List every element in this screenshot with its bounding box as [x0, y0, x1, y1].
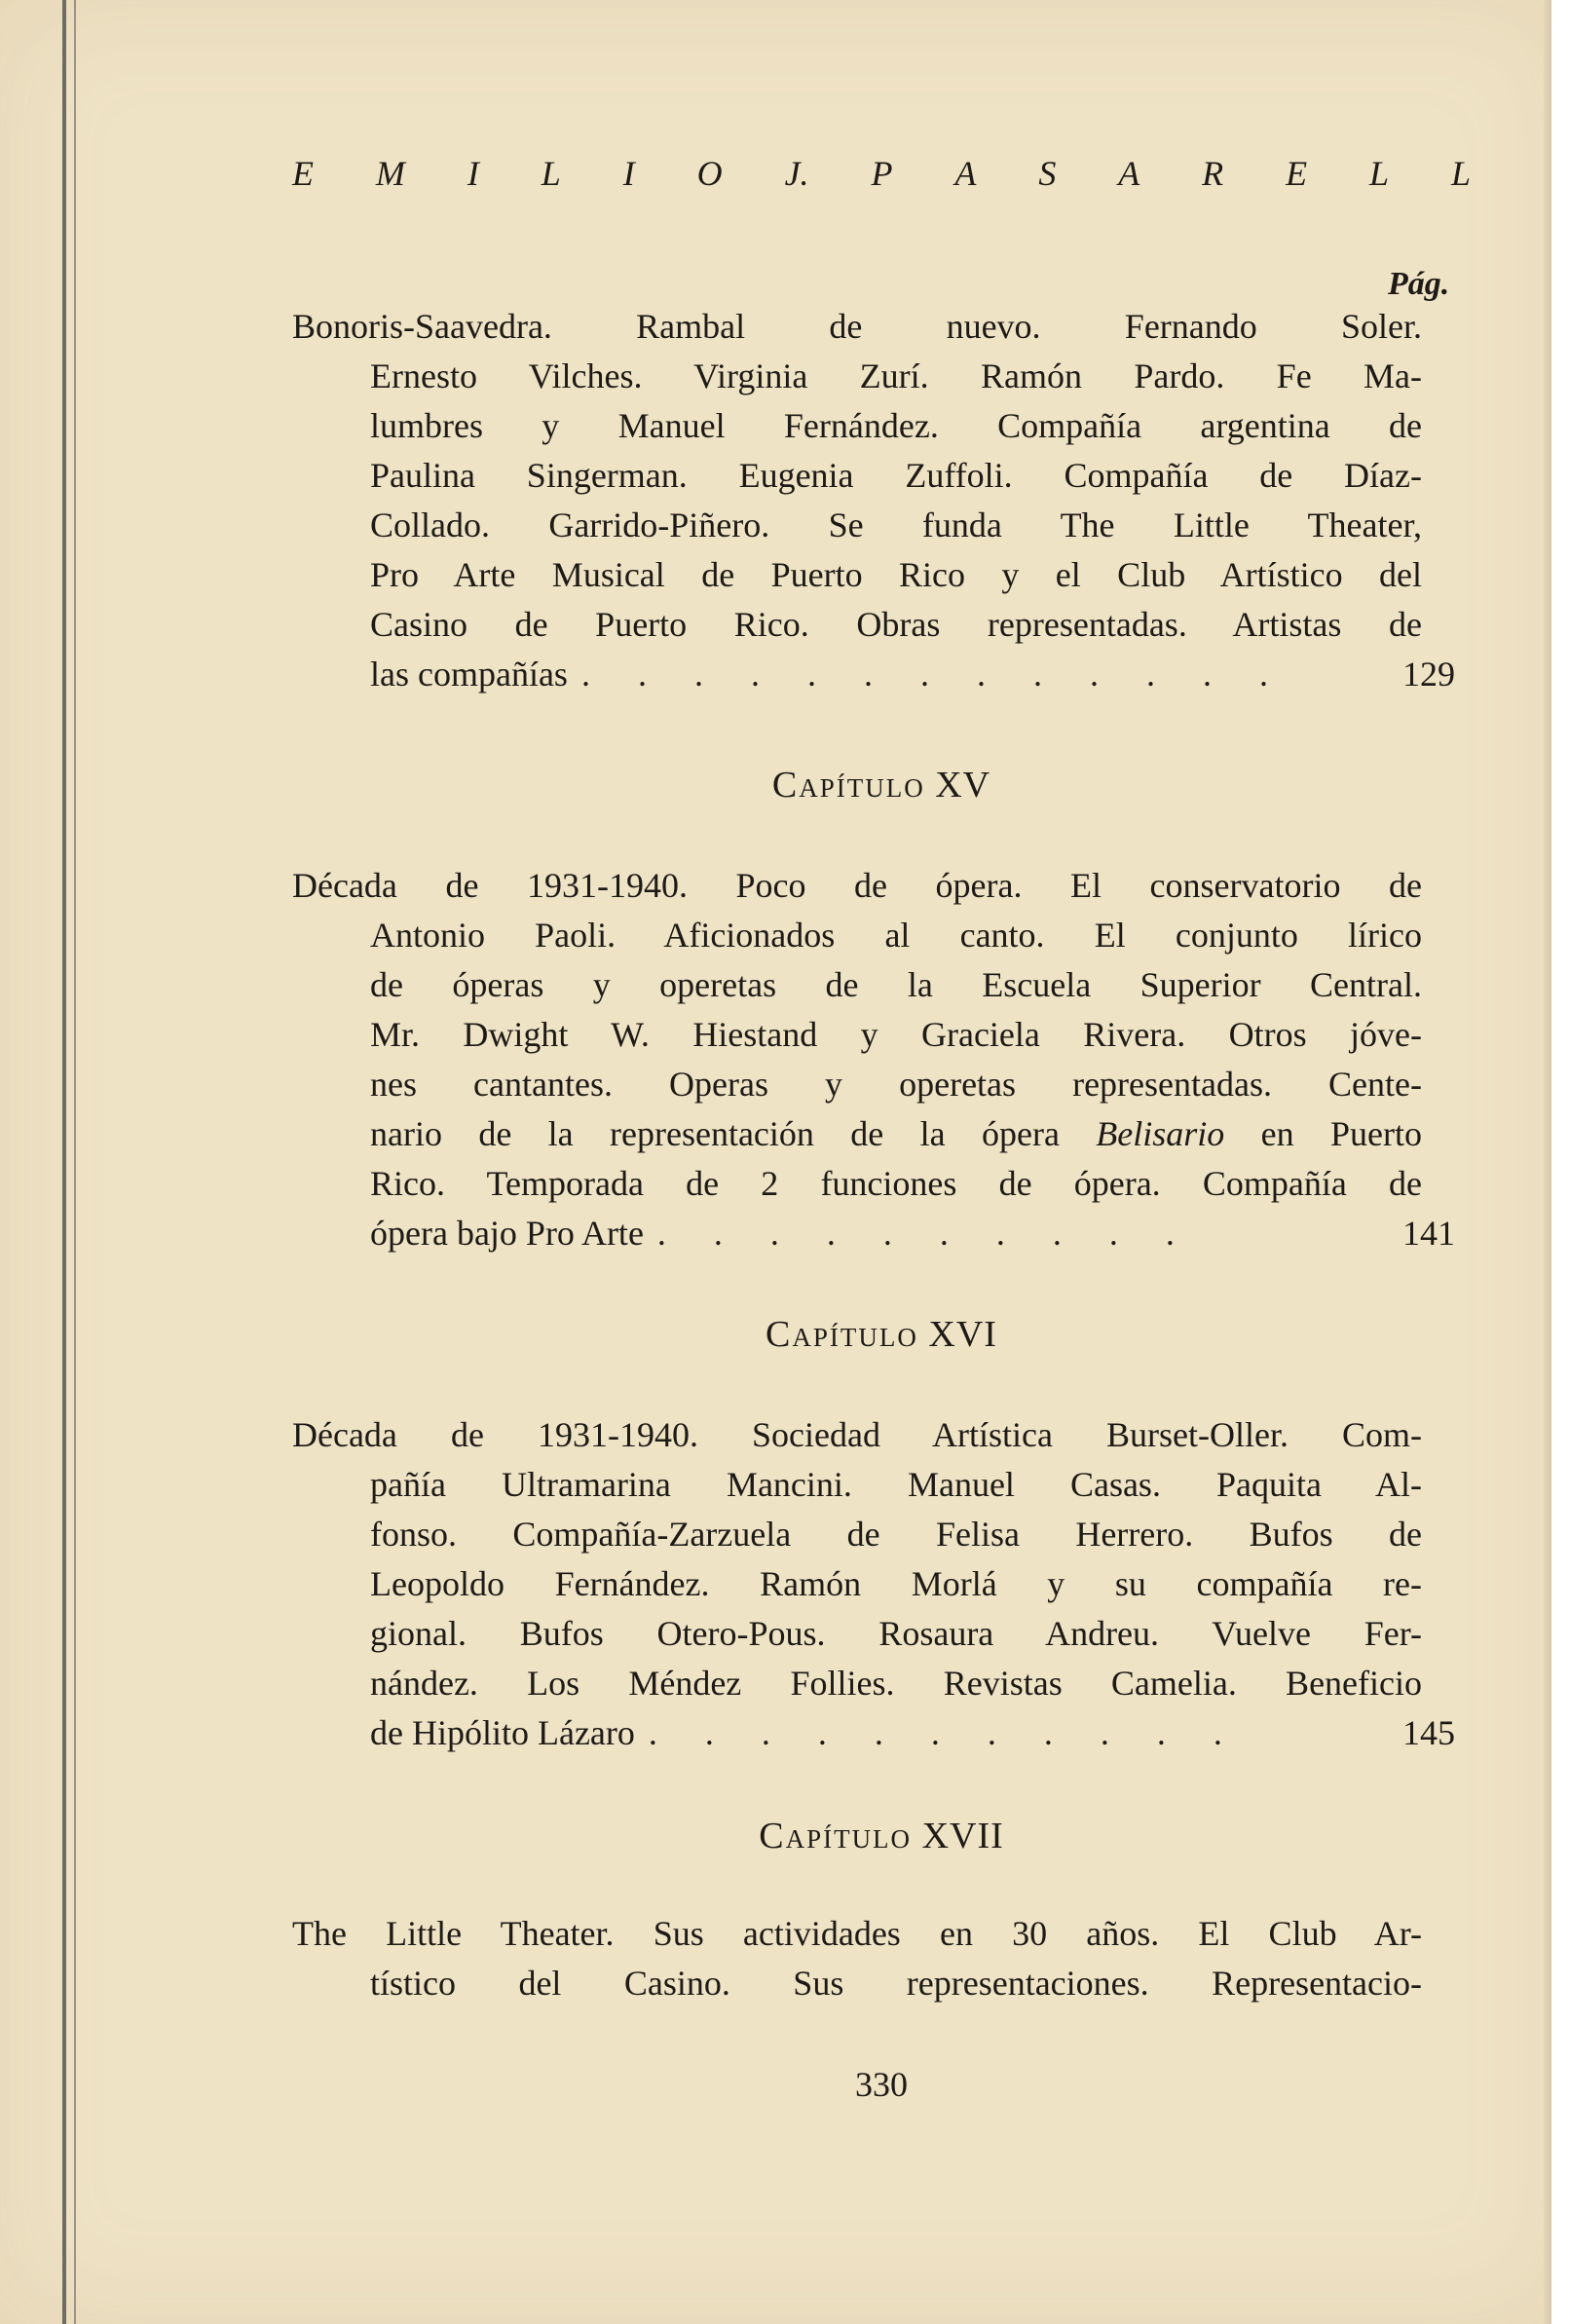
toc-line: Bonoris-Saavedra. Rambal de nuevo. Fernando Soler. — [292, 307, 1422, 346]
toc-line: nes cantantes. Operas y operetas representadas. Cente- — [370, 1065, 1422, 1104]
chapter-heading — [292, 763, 1471, 807]
chapter-word: Capítulo — [766, 1314, 918, 1355]
page-right-margin — [1551, 0, 1569, 2324]
toc-line: lumbres y Manuel Fernández. Compañía argentina de — [370, 406, 1422, 445]
toc-line: The Little Theater. Sus actividades en 30 años. El Club Ar- — [292, 1914, 1422, 1953]
dot-leader: . . . . . . . . . . . — [648, 1713, 1242, 1752]
toc-line: Ernesto Vilches. Virginia Zurí. Ramón Pardo. Fe Ma- — [370, 356, 1422, 395]
toc-line: Paulina Singerman. Eugenia Zuffoli. Compañía de Díaz- — [370, 456, 1422, 495]
running-head-letter: L — [1450, 154, 1471, 193]
opera-title: Belisario — [1096, 1114, 1225, 1153]
dot-leader: . . . . . . . . . . — [656, 1214, 1194, 1253]
running-head-letter: L — [1369, 154, 1390, 193]
running-head-letter: A — [954, 154, 977, 193]
toc-entry — [292, 1410, 1471, 1758]
running-head-letter: P — [871, 154, 893, 193]
chapter-numeral: XV — [935, 765, 991, 806]
running-head-letter: S — [1038, 154, 1057, 193]
page-number: 141 — [1402, 1214, 1455, 1253]
running-head — [292, 152, 1471, 195]
toc-line: Década de 1931-1940. Poco de ópera. El conservatorio de — [292, 866, 1422, 905]
toc-entry — [292, 1909, 1471, 2008]
page-folio: 330 — [855, 2065, 908, 2104]
toc-line: de óperas y operetas de la Escuela Superior Central. — [370, 965, 1422, 1004]
toc-line: nández. Los Méndez Follies. Revistas Camelia. Beneficio — [370, 1664, 1422, 1703]
page-number: 145 — [1402, 1713, 1455, 1752]
toc-text: en Puerto — [1224, 1114, 1423, 1153]
toc-line: Leopoldo Fernández. Ramón Morlá y su compañía re- — [370, 1564, 1422, 1603]
toc-line-end: ópera bajo Pro Arte — [370, 1214, 644, 1253]
toc-line: gional. Bufos Otero-Pous. Rosaura Andreu. Vuelve Fer- — [370, 1614, 1422, 1653]
page-column-label: Pág. — [1388, 266, 1450, 302]
toc-line: Mr. Dwight W. Hiestand y Graciela Rivera. Otros jóve- — [370, 1015, 1422, 1054]
page-number: 129 — [1402, 655, 1455, 693]
running-head-letter: A — [1118, 154, 1140, 193]
running-head-letter: E — [292, 154, 314, 193]
toc-line: Rico. Temporada de 2 funciones de ópera. Compañía de — [370, 1164, 1422, 1203]
toc-leader-line — [292, 1708, 1471, 1758]
toc-leader-line — [292, 1209, 1471, 1258]
page-left-edge-inner — [74, 0, 76, 2324]
toc-line-end: de Hipólito Lázaro — [370, 1713, 635, 1752]
running-head-letter: I — [467, 154, 479, 193]
dot-leader: . . . . . . . . . . . . . — [580, 655, 1288, 693]
toc-line: Collado. Garrido-Piñero. Se funda The Little Theater, — [370, 506, 1422, 544]
toc-line: pañía Ultramarina Mancini. Manuel Casas. Paquita Al- — [370, 1465, 1422, 1504]
running-head-letter: M — [375, 154, 405, 193]
toc-line-end: las compañías — [370, 655, 568, 693]
toc-line: Década de 1931-1940. Sociedad Artística Burset-Oller. Com- — [292, 1415, 1422, 1454]
toc-leader-line — [292, 650, 1471, 699]
page-left-edge — [62, 0, 66, 2324]
toc-text: nario de la representación de la ópera — [370, 1114, 1097, 1153]
running-head-letter: E — [1286, 154, 1308, 193]
chapter-heading — [292, 1814, 1471, 1858]
toc-line: Pro Arte Musical de Puerto Rico y el Club Artístico del — [370, 555, 1422, 594]
chapter-word: Capítulo — [759, 1816, 913, 1856]
chapter-heading — [292, 1312, 1471, 1357]
chapter-word: Capítulo — [771, 765, 925, 806]
running-head-letter: L — [541, 154, 561, 193]
toc-entry-continued — [292, 302, 1471, 699]
toc-line: Casino de Puerto Rico. Obras representadas. Artistas de — [370, 605, 1422, 644]
toc-line-with-title — [292, 1109, 1422, 1159]
toc-line: Antonio Paoli. Aficionados al canto. El conjunto lírico — [370, 916, 1422, 955]
toc-line: fonso. Compañía-Zarzuela de Felisa Herrero. Bufos de — [370, 1515, 1422, 1554]
running-head-letter: J. — [784, 154, 809, 193]
page-right-shadow — [1544, 0, 1551, 2324]
toc-entry — [292, 861, 1471, 1258]
chapter-numeral: XVII — [921, 1816, 1004, 1856]
toc-line: tístico del Casino. Sus representaciones. Representacio- — [370, 1964, 1422, 2003]
running-head-letter: O — [696, 154, 723, 193]
chapter-numeral: XVI — [928, 1314, 997, 1355]
running-head-letter: R — [1202, 154, 1224, 193]
running-head-letter: I — [622, 154, 635, 193]
